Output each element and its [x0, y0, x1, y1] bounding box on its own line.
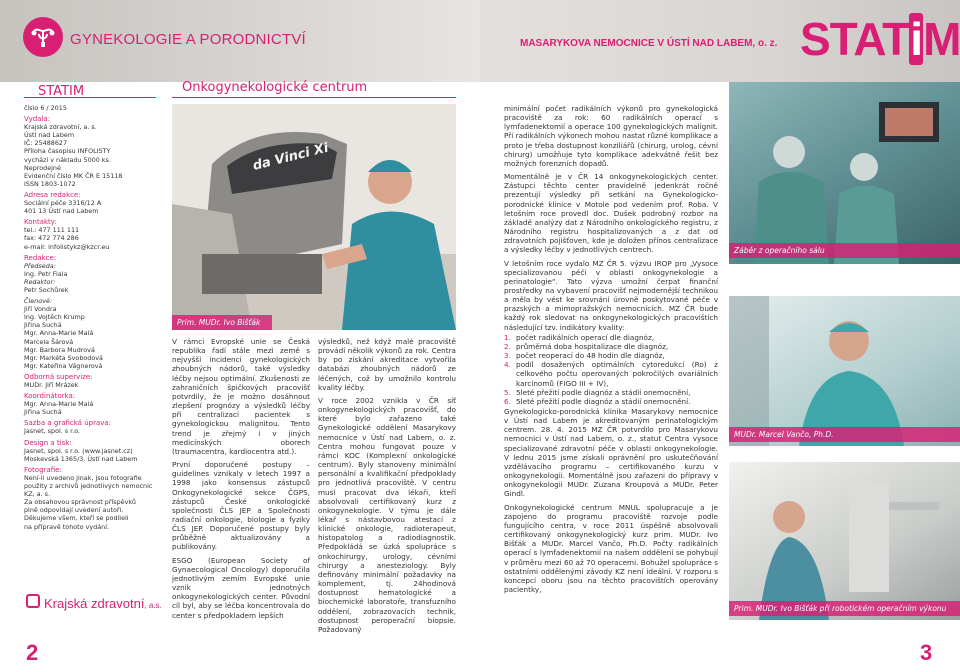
impressum-label: Sazba a grafická úprava: — [24, 419, 112, 428]
impressum-label: Adresa redakce: — [24, 190, 81, 199]
statim-logo: STATiM — [800, 13, 960, 65]
impressum-line: MUDr. Jiří Mrázek — [24, 381, 79, 389]
impressum-line: Mgr. Anna-Marie Malá — [24, 400, 94, 409]
page-number-left: 2 — [26, 640, 39, 665]
impressum-line: Jasnet, spol. s r.o. — [24, 427, 81, 436]
impressum-line: Mgr. Anna-Marie Malá — [24, 329, 94, 338]
impressum-line: Evidenční číslo MK ČR E 15118 — [24, 171, 123, 180]
impressum-sublabel: Předseda: — [24, 261, 56, 270]
impressum-line: Není-li uvedeno jinak, jsou fotografie — [24, 473, 142, 482]
impressum-line: Děkujeme všem, kteří se podíleli — [24, 514, 129, 523]
impressum-sublabel: Redaktor: — [24, 277, 56, 286]
impressum-line: plně odpovídají uvedení autoři. — [24, 506, 124, 515]
section-header-title: GYNEKOLOGIE A PORODNICTVÍ — [70, 31, 306, 48]
impressum-label: Kontakty: — [24, 218, 57, 227]
operating-room-caption: Záběr z operačního sálu — [729, 243, 960, 258]
article-title: Onkogynekologické centrum — [182, 80, 368, 95]
impressum-line: Marcela Šárová — [24, 337, 74, 346]
indicator-item: 2. průměrná doba hospitalizace dle diagnóz, — [504, 341, 669, 351]
impressum-line: vychází v nákladu 5000 ks. — [24, 155, 111, 164]
operating-room-photo — [729, 82, 960, 264]
impressum-sublabel: Členové: — [24, 297, 52, 306]
impressum-line: fax: 472 774 286 — [24, 234, 79, 243]
impressum-line: e-mail: infolistykz@kzcr.eu — [24, 242, 110, 251]
impressum-line: 401 13 Ústí nad Labem — [24, 207, 99, 216]
doctor-vanco-photo — [729, 296, 960, 446]
issue-number: číslo 6 / 2015 — [24, 104, 67, 112]
robotic-surgery-caption: Prim. MUDr. Ivo Bišťák při robotickém operačním výkonu — [729, 601, 960, 616]
impressum-line: Moskevská 1365/3, Ústí nad Labem — [24, 454, 138, 463]
main-photo-caption: Prim. MUDr. Ivo Bišťák — [172, 315, 272, 330]
article-column-3 — [504, 104, 718, 619]
article-column-2 — [318, 337, 456, 634]
impressum-label: Fotografie: — [24, 465, 62, 474]
indicator-item: 4. podíl dosažených optimálních cytoredukcí (Ro) z celkového počtu operovaných pokročilých ovariálních karcinomů (FIGO III + IV), — [504, 360, 718, 388]
impressum-line: Petr Sochůrek — [24, 285, 69, 294]
title-rule — [172, 97, 456, 98]
impressum-label: Vydala: — [24, 115, 51, 124]
article-paragraph: výsledků, než když malé pracoviště provádí několik výkonů za rok. Centra by po získání akreditace vytvořila databázi zhoubných nádorů ze léčených, což by umožnilo kontrolu kvality léčby. — [318, 337, 456, 392]
impressum-sidebar — [24, 82, 156, 622]
article-paragraph: Momentálně je v ČR 14 onkogynekologických center. Zástupci těchto center pravidelně jedenkrát ročně prezentují výsledky při setkání na Gynekologicko-porodnické klinice v Motole pod vedením prof. Roba. V letošním roce provedl doc. Dušek podrobný rozbor na základě analýzy dat z Národního onkologického registru, z Národního registru hospitalizovaných a z dat od zdravotních pojišťoven, kde je doložen přínos centralizace a výsledky léčby v jednotlivých centrech. — [504, 172, 718, 255]
sidebar-title: STATIM — [38, 84, 85, 99]
page-header — [0, 0, 960, 82]
impressum-line: Za obsahovou správnost příspěvků — [24, 498, 136, 507]
surgeon-robot-photo — [172, 104, 456, 330]
impressum-line: tel.: 477 111 111 — [24, 226, 80, 235]
publisher-logo: Krajská zdravotní, a.s. — [44, 596, 162, 611]
article-paragraph: V letošním roce vydalo MZ ČR 5. výzvu IROP pro „Vysoce specializovanou péči v oblasti onkogynekologie a perinatologie“. Tato výzva umožní čerpat finanční prostředky na vybavení pracovišť nejmodernější technikou a měla by vést ke srovnání úrovně poskytované péče v prazských a mimopražských nemocnicích. MZ ČR bude každý rok sledovat na onkogynekologických pracovištích následující tzv. indikátory kvality: — [504, 258, 718, 332]
impressum-line: ISSN 1803-1072 — [24, 179, 76, 188]
impressum-label: Koordinátorka: — [24, 392, 76, 401]
impressum-label: Redakce: — [24, 253, 57, 262]
article-paragraph: V roce 2002 vznikla v ČR síť onkogynekologických pracovišť, do které bylo zařazeno také Gynekologické oddělení Masarykovy nemocnice v Ústí nad Labem, o. z. Centra mohou fungovat pouze v rámci KOC (Komplexní onkologické centrum). Byly stanoveny minimální personální a kvalifikační předpoklady pro jednotlivá pracoviště. V centru musí pracovat dva lékaři, kteří absolvovali certifikovaný kurz z onkogynekologie. V týmu je dále lékař s nástavbovou atestací z klinické onkologie, radioterapeut, histopatolog a radiodiagnostik. Předpokládá se úzká spolupráce s onkochirurgy, urology, cévními chirurgy a anesteziology. Byly definovány minimální požadavky na komplement, tj. 24hodinová dostupnost hematologické a biochemické laboratoře, transfuzního oddělení, zobrazovacích technik, dostupnost peroperační biopsie. Požadovaný — [318, 395, 456, 634]
vanco-caption: MUDr. Marcel Vančo, Ph.D. — [729, 427, 960, 442]
impressum-line: na přípravě tohoto vydání. — [24, 522, 110, 531]
kz-logo-icon — [26, 594, 40, 608]
indicator-item: 6. 5leté přežití podle diagnóz a stádií onemocnění. — [504, 396, 691, 406]
impressum-line: Ústí nad Labem — [24, 131, 75, 140]
impressum-line: Sociální péče 3316/12 A — [24, 199, 102, 208]
quality-indicators-list — [504, 333, 718, 406]
impressum-line: Jasnet, spol. s r.o. (www.jasnet.cz) — [24, 446, 133, 455]
impressum-label: Design a tisk: — [24, 438, 72, 447]
article-paragraph: ESGO (European Society of Gynaecological Oncology) doporučila jednotlivým zemím Evropské unie vznik jednotných onkogynekologických center. Původní cíl byl, aby se léčba koncentrovala do center s předpokladem lepších — [172, 555, 310, 620]
impressum-line: Mgr. Markéta Svobodová — [24, 353, 103, 362]
indicator-item: 5. 5leté přežití podle diagnóz a stádií onemocnění, — [504, 387, 691, 397]
uterus-logo-icon — [23, 17, 63, 57]
impressum-line: IČ: 25488627 — [24, 139, 68, 148]
impressum-body — [24, 104, 156, 531]
indicator-item: 1. počet radikálních operací dle diagnóz, — [504, 332, 655, 342]
impressum-line: Neprodejné — [24, 163, 61, 172]
robot-brand-label: da Vinci Xi — [251, 140, 330, 174]
article-column-1 — [172, 337, 310, 622]
impressum-line: Jiří Vondra — [24, 305, 57, 314]
hospital-name: MASARYKOVA NEMOCNICE V ÚSTÍ NAD LABEM, o. z. — [520, 38, 778, 49]
impressum-line: Krajská zdravotní, a. s. — [24, 123, 97, 132]
impressum-line: Jiřina Suchá — [24, 321, 62, 330]
impressum-line: KZ, a. s. — [24, 490, 50, 499]
impressum-line: Jiřina Suchá — [24, 408, 62, 417]
article-paragraph: Onkogynekologické centrum MNUL spolupracuje a je zapojeno do programu pracoviště rozvoje podle fungujícího centra, v roce 2011 úspěšně absolvovali certifikovaný onkogynekologický kurz prim. MUDr. Ivo Bišťák a MUDr. Marcel Vančo, Ph.D. Počty radikálních operací s lymfadenektomií na našem oddělení se pohybují v průměru mezi 60 až 70 operacemi. Bohužel spolupráce s ostatními oddělenými závody KZ není ideální. V rozporu s koncepcí oboru jsou na těchto pracovištích operovány pacientky, — [504, 502, 718, 594]
article-paragraph: První doporučené postupy – guidelines vznikaly v letech 1997 a 1998 jako konsensus zástupců Onkogynekologické sekce ČGPS, zástupců České onkologické společnosti ČLS JEP a Společnosti radiační onkologie, biologie a fyziky ČLS JEP. Doporučené postupy byly průběžně aktualizovány a publikovány. — [172, 460, 310, 552]
article-paragraph: Gynekologicko-porodnická klinika Masarykovy nemocnice v Ústí nad Labem je akreditovaným perinatologickým centrem. 28. 4. 2015 MZ ČR potvrdilo pro Masarykovu nemocnici v Ústí nad Labem, o. z., statut Centra vysoce specializované zdravotní péče v oblasti onkogynekologie. V lednu 2015 jsme získali oprávnění pro uskutečňování vzdělávacího programu – certifikovaného kurzu v onkogynekologii. Momentálně jsou zařazeni do přípravy v onkogynekologii MUDr. Zuzana Kroupová a MUDr. Peter Gindl. — [504, 407, 718, 499]
impressum-label: Odborná supervize: — [24, 372, 93, 381]
robotic-surgery-photo — [729, 462, 960, 620]
impressum-line: Mgr. Kateřina Vágnerová — [24, 361, 103, 370]
impressum-line: Mgr. Barbora Mudrová — [24, 345, 95, 354]
indicator-item: 3. počet reoperací do 48 hodin dle diagnóz, — [504, 351, 665, 361]
impressum-line: Příloha časopisu INFOLISTY — [24, 147, 111, 156]
impressum-line: použity z archivů jednotlivých nemocnic — [24, 482, 153, 491]
impressum-line: Ing. Vojtěch Krump — [24, 313, 85, 322]
impressum-line: Ing. Petr Fiala — [24, 269, 68, 278]
article-paragraph: minimální počet radikálních výkonů pro gynekologická pracoviště za rok: 60 radikálních operací s lymfadenektomií a operace 100 gynekologických malignit. Při radikálních výkonech mohou nastat různé komplikace a proto je třeba dostupnost konziliářů (chirurg, urolog, cévní chirurg) umožňuje tyto komplikace adekvátně řešit bez možných forenzních dopadů. — [504, 104, 718, 168]
article-paragraph: V rámci Evropské unie se Česká republika řadí stále mezi země s nejvyšší incidencí gynekologických zhoubných nádorů, také výsledky léčby nejsou optimální. Zkušenosti ze zahraničních špičkových pracovišť potvrdily, že je možno dosáhnout zlepšení prognózy a výsledků léčby při centralizaci pacientek s gynekologickou malignitou. Tento trend je zřejmý i v jiných medicínských oborech (traumacentra, kardiocentra atd.). — [172, 337, 310, 456]
page-number-right: 3 — [920, 640, 933, 665]
